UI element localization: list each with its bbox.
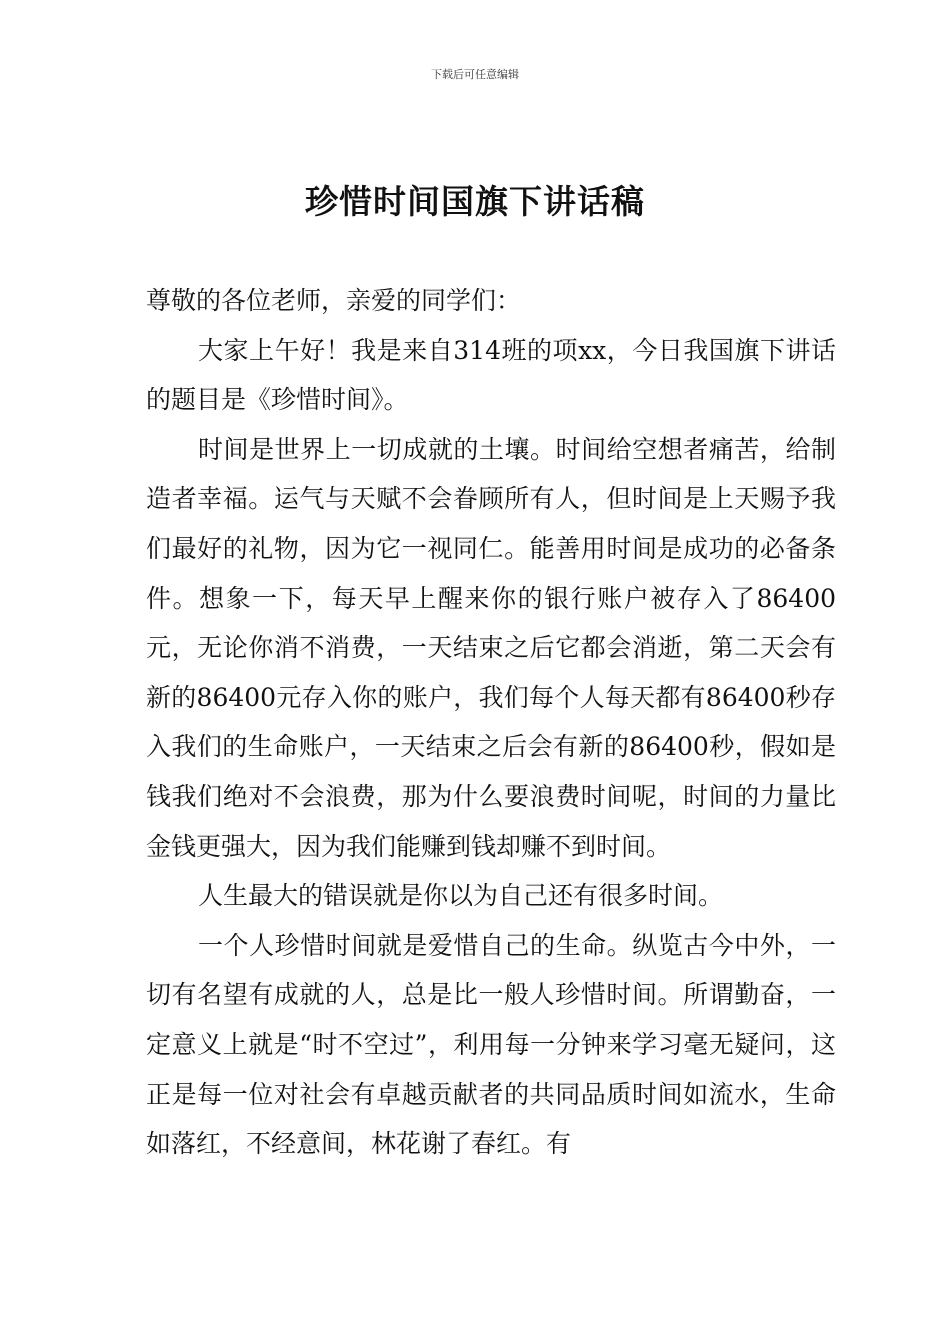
document-title: 珍惜时间国旗下讲话稿 xyxy=(305,182,645,221)
paragraph-biggest-mistake: 人生最大的错误就是你以为自己还有很多时间。 xyxy=(198,881,724,911)
header-note: 下载后可任意编辑 xyxy=(431,68,519,81)
paragraph-greeting: 尊敬的各位老师，亲爱的同学们： xyxy=(146,286,522,315)
paragraph-intro: 大家上午好！我是来自314班的项xx，今日我国旗下讲话的题目是《珍惜时间》。 xyxy=(146,335,836,415)
document-body xyxy=(146,276,836,1169)
paragraph-time-value: 时间是世界上一切成就的土壤。时间给空想者痛苦，给制造者幸福。运气与天赋不会眷顾所有人，但时间是上天赐予我们最好的礼物，因为它一视同仁。能善用时间是成功的必备条件。想象一下，每天早上醒来你的银行账户被存入了86400元，无论你消不消费，一天结束之后它都会消逝，第二天会有新的86400元存入你的账户，我们每个人每天都有86400秒存入我们的生命账户，一天结束之后会有新的86400秒，假如是钱我们绝对不会浪费，那为什么要浪费时间呢，时间的力量比金钱更强大，因为我们能赚到钱却赚不到时间。 xyxy=(146,434,836,861)
paragraph-cherish-time: 一个人珍惜时间就是爱惜自己的生命。纵览古今中外，一切有名望有成就的人，总是比一般人珍惜时间。所谓勤奋，一定意义上就是“时不空过”，利用每一分钟来学习毫无疑问，这正是每一位对社会有卓越贡献者的共同品质时间如流水，生命如落红，不经意间，林花谢了春红。有 xyxy=(146,930,836,1159)
